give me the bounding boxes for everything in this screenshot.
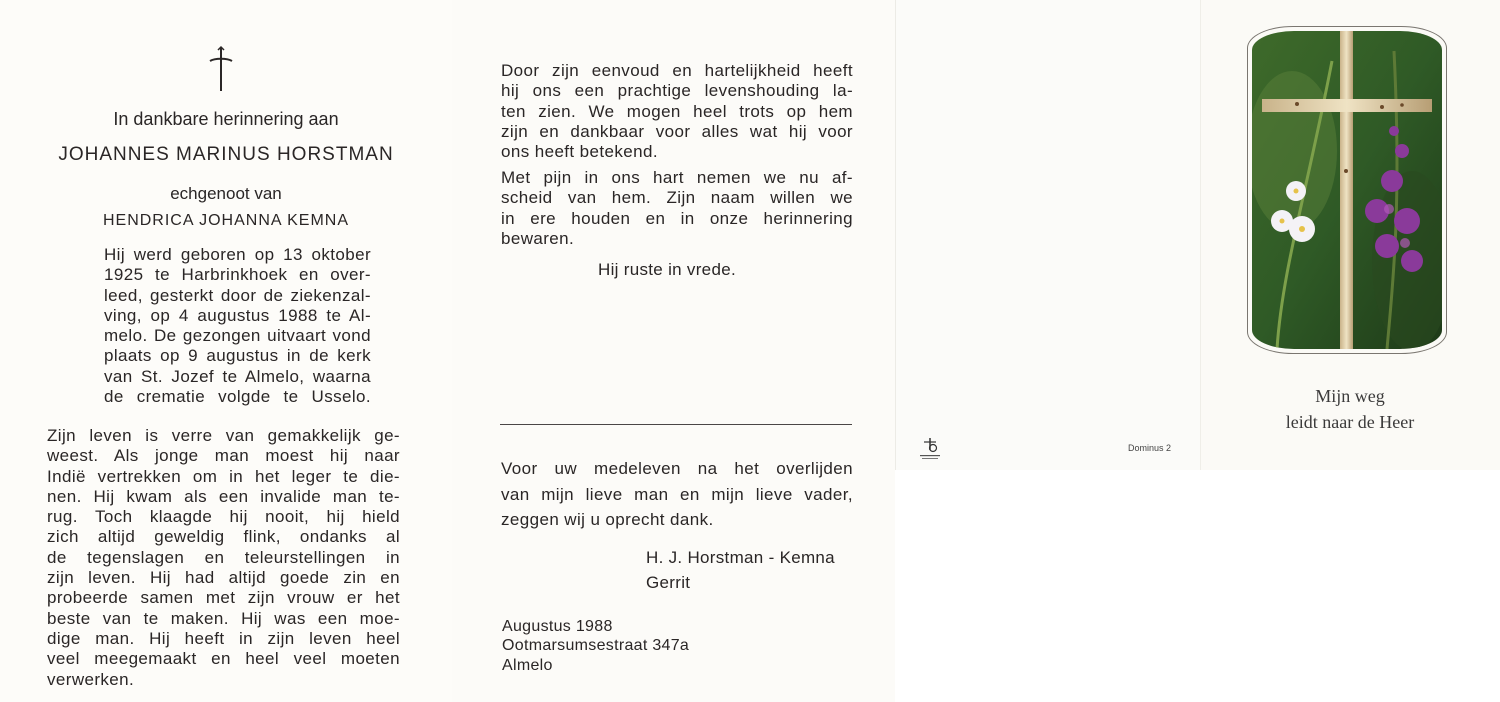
life-paragraph xyxy=(47,426,400,690)
signer-name: Gerrit xyxy=(646,573,691,592)
bio-line: 1925 te Harbrinkhoek en over- xyxy=(104,265,371,285)
bio-line: plaats op 9 augustus in de kerk xyxy=(104,346,371,366)
bio-paragraph xyxy=(104,245,371,407)
farewell-line: bewaren. xyxy=(501,228,575,248)
life-line: weest. Als jonge man moest hij naar xyxy=(47,446,400,466)
left-panel xyxy=(0,0,452,702)
life-line: verwerken. xyxy=(47,669,135,689)
motto-line: leidt naar de Heer xyxy=(1285,412,1415,432)
bio-line: van St. Jozef te Almelo, waarna xyxy=(104,366,371,386)
life-line: beste van te maken. Hij was een moe- xyxy=(47,608,400,628)
deceased-name: JOHANNES MARINUS HORSTMAN xyxy=(58,144,394,165)
motto-line: Mijn weg xyxy=(1315,386,1385,406)
thanks-line: Voor uw medeleven na het overlijden xyxy=(501,459,853,478)
back-panel xyxy=(895,0,1201,470)
life-line: zijn leven. Hij had altijd goede zin en xyxy=(47,568,400,588)
bio-line: ving, op 4 augustus 1988 te Al- xyxy=(104,305,371,325)
tribute-line: ten zien. We mogen heel trots op hem xyxy=(501,101,853,121)
life-line: de tegenslagen en teleurstellingen in xyxy=(47,547,400,567)
farewell-line: Met pijn in ons hart nemen we nu af- xyxy=(501,168,853,187)
bio-line: melo. De gezongen uitvaart vond xyxy=(104,326,371,346)
life-line: Zijn leven is verre van gemakkelijk ge- xyxy=(47,426,400,445)
spouse-of-text: echgenoot van xyxy=(170,184,282,203)
tribute-line: zijn en dankbaar voor alles wat hij voor xyxy=(501,121,853,141)
series-label: Dominus 2 xyxy=(1128,443,1172,453)
address-text: Ootmarsumsestraat 347a xyxy=(502,637,690,654)
cross-with-flowers-photo xyxy=(1252,31,1442,349)
farewell-line: in ere houden en in onze herinnering xyxy=(501,208,853,228)
date-text: Augustus 1988 xyxy=(502,618,613,635)
life-line: zich altijd geweldig flink, ondanks al xyxy=(47,527,400,547)
tribute-line: hij ons een prachtige levenshouding la- xyxy=(501,81,853,101)
photo-frame xyxy=(1247,26,1447,354)
city-text: Almelo xyxy=(502,657,553,674)
life-line: Indië vertrekken om in het leger te die- xyxy=(47,466,400,486)
farewell-paragraph xyxy=(501,168,853,249)
cross-icon xyxy=(207,45,235,93)
farewell-line: scheid van hem. Zijn naam willen we xyxy=(501,188,853,208)
signer-name: H. J. Horstman - Kemna xyxy=(646,548,835,567)
life-line: probeerde samen met zijn vrouw er het xyxy=(47,588,400,608)
life-line: nen. Hij kwam als een invalide man te- xyxy=(47,486,400,506)
rest-in-peace-text: Hij ruste in vrede. xyxy=(598,260,736,279)
tribute-line: Door zijn eenvoud en hartelijkheid heeft xyxy=(501,61,853,80)
thanks-line: zeggen wij u oprecht dank. xyxy=(501,510,714,529)
bio-line: de crematie volgde te Usselo. xyxy=(104,387,371,407)
thanks-paragraph xyxy=(501,456,853,533)
tribute-paragraph xyxy=(501,61,853,162)
divider xyxy=(500,424,852,425)
life-line: veel meegemaakt en heel veel moeten xyxy=(47,649,400,669)
life-line: rug. Toch klaagde hij nooit, hij hield xyxy=(47,507,400,527)
bio-line: leed, gesterkt door de ziekenzal- xyxy=(104,285,371,305)
life-line: dige man. Hij heeft in zijn leven heel xyxy=(47,628,400,648)
tribute-line: ons heeft betekend. xyxy=(501,142,658,162)
spouse-name: HENDRICA JOHANNA KEMNA xyxy=(102,212,350,229)
thanks-line: van mijn lieve man en mijn lieve vader, xyxy=(501,484,853,504)
publisher-logo-icon xyxy=(915,436,945,462)
intro-text: In dankbare herinnering aan xyxy=(113,109,339,129)
bio-line: Hij werd geboren op 13 oktober xyxy=(104,245,371,264)
